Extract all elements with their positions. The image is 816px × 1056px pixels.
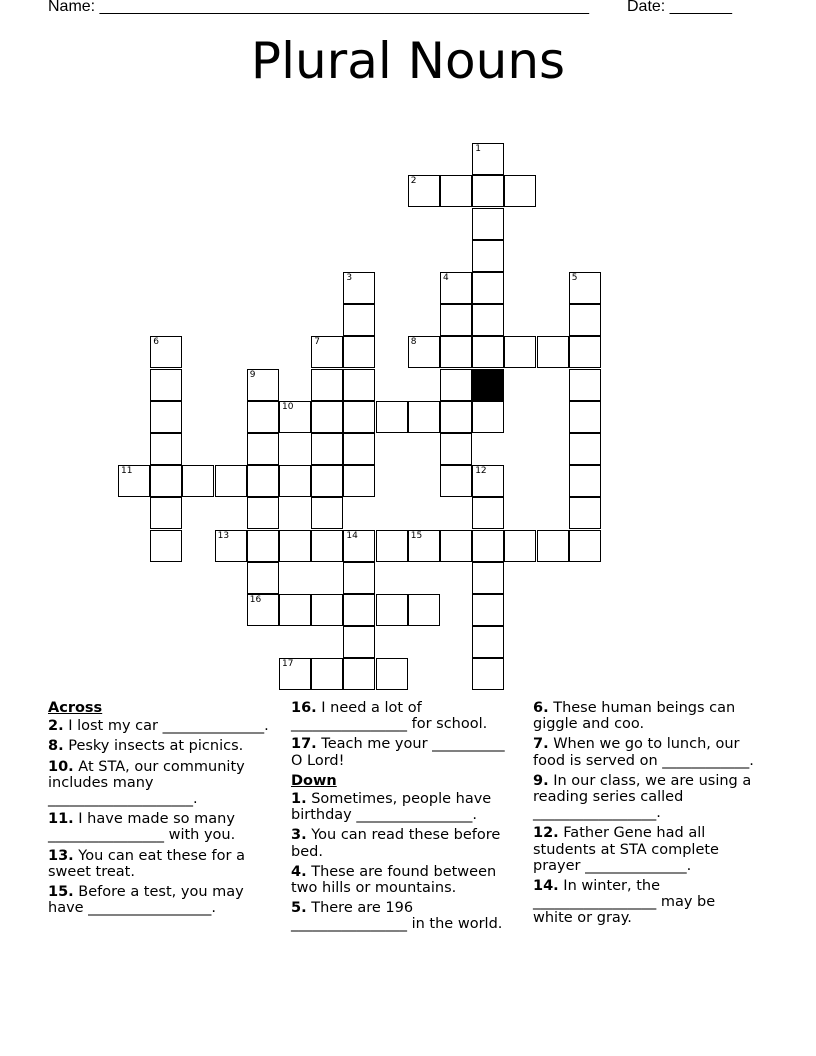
crossword-cell[interactable] xyxy=(118,465,150,497)
clue-number-label: 17. xyxy=(291,736,317,753)
crossword-cell[interactable] xyxy=(408,594,440,626)
clue-number-label: 5. xyxy=(291,900,307,917)
clue-text: I have made so many ________________ with you. xyxy=(48,811,236,844)
clue-number: 9 xyxy=(249,369,256,380)
crossword-cell[interactable] xyxy=(343,304,375,336)
crossword-cell[interactable] xyxy=(150,465,182,497)
crossword-cell[interactable] xyxy=(569,369,601,401)
clue-text: You can read these before bed. xyxy=(291,827,501,860)
crossword-cell[interactable] xyxy=(343,594,375,626)
name-blank[interactable]: _______________________________________________________ xyxy=(99,0,589,15)
crossword-cell[interactable] xyxy=(408,336,440,368)
name-label: Name: xyxy=(48,0,96,15)
clue xyxy=(48,738,274,754)
crossword-cell[interactable] xyxy=(279,658,311,690)
crossword-cell[interactable] xyxy=(440,369,472,401)
crossword-cell[interactable] xyxy=(343,272,375,304)
clue-text: I need a lot of ________________ for school. xyxy=(291,700,488,733)
clue-number-label: 8. xyxy=(48,738,64,755)
clue-number-label: 3. xyxy=(291,827,307,844)
crossword-cell[interactable] xyxy=(440,175,472,207)
clue-text: At STA, our community includes many ____________________. xyxy=(48,758,245,808)
crossword-cell[interactable] xyxy=(343,369,375,401)
crossword-cell[interactable] xyxy=(247,369,279,401)
crossword-cell[interactable] xyxy=(279,401,311,433)
clue-number: 12 xyxy=(475,466,487,477)
crossword-cell[interactable] xyxy=(569,304,601,336)
clue xyxy=(533,773,759,822)
crossword-cell[interactable] xyxy=(311,497,343,529)
crossword-cell[interactable] xyxy=(247,401,279,433)
clue-text: Teach me your __________ O Lord! xyxy=(291,736,505,769)
clue-number: 14 xyxy=(346,530,358,541)
crossword-cell[interactable] xyxy=(472,497,504,529)
clue-number-label: 1. xyxy=(291,791,307,808)
crossword-cell[interactable] xyxy=(150,530,182,562)
crossword-cell[interactable] xyxy=(150,369,182,401)
clue xyxy=(533,825,759,874)
clue-text: You can eat these for a sweet treat. xyxy=(48,847,245,880)
crossword-cell[interactable] xyxy=(311,336,343,368)
clue-number: 8 xyxy=(410,337,417,348)
clue xyxy=(533,700,759,732)
date-blank[interactable]: _______ xyxy=(669,0,732,15)
clue-number-label: 9. xyxy=(533,772,549,789)
across-heading: Across xyxy=(48,700,103,716)
clue-text: Pesky insects at picnics. xyxy=(63,738,244,755)
crossword-cell[interactable] xyxy=(311,530,343,562)
blocked-cell xyxy=(472,369,504,401)
crossword-cell[interactable] xyxy=(311,401,343,433)
crossword-cell[interactable] xyxy=(472,530,504,562)
clue-number: 3 xyxy=(346,273,353,283)
clue xyxy=(48,884,274,916)
crossword-cell[interactable] xyxy=(311,369,343,401)
crossword-cell[interactable] xyxy=(472,272,504,304)
crossword-cell[interactable] xyxy=(472,594,504,626)
crossword-cell[interactable] xyxy=(569,401,601,433)
clue-number: 11 xyxy=(121,466,133,477)
crossword-cell[interactable] xyxy=(569,530,601,562)
crossword-cell[interactable] xyxy=(343,562,375,594)
crossword-cell[interactable] xyxy=(150,401,182,433)
crossword-cell[interactable] xyxy=(472,465,504,497)
crossword-cell[interactable] xyxy=(569,336,601,368)
clue xyxy=(48,811,274,843)
clue-number-label: 13. xyxy=(48,847,74,864)
crossword-cell[interactable] xyxy=(440,465,472,497)
clue-number-label: 7. xyxy=(533,736,549,753)
crossword-cell[interactable] xyxy=(537,530,569,562)
crossword-cell[interactable] xyxy=(247,530,279,562)
clue-number: 4 xyxy=(443,273,449,283)
clue xyxy=(291,736,517,768)
crossword-cell[interactable] xyxy=(215,530,247,562)
crossword-cell[interactable] xyxy=(569,497,601,529)
clue-text: In winter, the _________________ may be white or gray. xyxy=(533,878,716,927)
clue-column-2 xyxy=(291,700,517,937)
clue-number: 10 xyxy=(282,401,294,412)
clue xyxy=(533,736,759,768)
crossword-cell[interactable] xyxy=(472,658,504,690)
clue xyxy=(291,900,517,932)
clue-number: 6 xyxy=(153,337,159,348)
crossword-cell[interactable] xyxy=(440,530,472,562)
crossword-cell[interactable] xyxy=(376,658,408,690)
crossword-cell[interactable] xyxy=(440,304,472,336)
crossword-cell[interactable] xyxy=(472,336,504,368)
clue xyxy=(291,791,517,823)
crossword-cell[interactable] xyxy=(247,433,279,465)
crossword-cell[interactable] xyxy=(150,433,182,465)
crossword-cell[interactable] xyxy=(504,530,536,562)
crossword-cell[interactable] xyxy=(150,497,182,529)
clue-text: There are 196 ________________ in the world. xyxy=(291,900,503,933)
crossword-cell[interactable] xyxy=(537,336,569,368)
crossword-cell[interactable] xyxy=(472,626,504,658)
clue-number-label: 6. xyxy=(533,700,549,716)
clue-text: Father Gene had all students at STA complete prayer ______________. xyxy=(533,825,719,874)
crossword-cell[interactable] xyxy=(311,433,343,465)
crossword-cell[interactable] xyxy=(279,530,311,562)
crossword-cell[interactable] xyxy=(569,272,601,304)
clue-number-label: 4. xyxy=(291,863,307,880)
crossword-cell[interactable] xyxy=(376,530,408,562)
crossword-cell[interactable] xyxy=(215,465,247,497)
clue-number-label: 2. xyxy=(48,718,64,735)
crossword-cell[interactable] xyxy=(440,272,472,304)
crossword-cell[interactable] xyxy=(150,336,182,368)
crossword-cell[interactable] xyxy=(311,594,343,626)
clue-text: In our class, we are using a reading series called _________________. xyxy=(533,772,752,822)
crossword-cell[interactable] xyxy=(247,465,279,497)
crossword-cell[interactable] xyxy=(504,175,536,207)
clue xyxy=(48,848,274,880)
crossword-cell[interactable] xyxy=(343,336,375,368)
clue xyxy=(533,878,759,927)
crossword-cell[interactable] xyxy=(504,336,536,368)
crossword-cell[interactable] xyxy=(343,401,375,433)
crossword-cell[interactable] xyxy=(376,401,408,433)
clue-number: 17 xyxy=(282,659,294,670)
crossword-cell[interactable] xyxy=(569,433,601,465)
crossword-cell[interactable] xyxy=(376,594,408,626)
crossword-cell[interactable] xyxy=(247,562,279,594)
down-heading: Down xyxy=(291,772,337,789)
crossword-cell[interactable] xyxy=(247,497,279,529)
clue xyxy=(48,759,274,808)
clue xyxy=(48,718,274,734)
clue-text: These are found between two hills or mountains. xyxy=(291,863,497,897)
crossword-cell[interactable] xyxy=(343,626,375,658)
clue-number: 1 xyxy=(475,144,481,155)
crossword-cell[interactable] xyxy=(440,401,472,433)
clue-text: Sometimes, people have birthday ________________. xyxy=(291,791,492,824)
clue-text: I lost my car ______________. xyxy=(63,718,269,735)
clue-text: Before a test, you may have _________________. xyxy=(48,884,244,917)
clue xyxy=(291,864,517,896)
crossword-cell[interactable] xyxy=(472,208,504,240)
clue xyxy=(291,827,517,859)
crossword-cell[interactable] xyxy=(408,401,440,433)
crossword-cell[interactable] xyxy=(343,530,375,562)
clue-number-label: 12. xyxy=(533,825,559,842)
clue-number: 13 xyxy=(217,530,230,541)
clue-number: 16 xyxy=(249,595,262,605)
clue-number: 15 xyxy=(410,530,423,541)
crossword-cell[interactable] xyxy=(247,594,279,626)
crossword-cell[interactable] xyxy=(472,175,504,207)
crossword-cell[interactable] xyxy=(472,240,504,272)
crossword-cell[interactable] xyxy=(408,175,440,207)
crossword-cell[interactable] xyxy=(440,433,472,465)
crossword-cell[interactable] xyxy=(311,465,343,497)
clue-number: 5 xyxy=(571,273,578,283)
clue-number-label: 10. xyxy=(48,758,74,775)
crossword-cell[interactable] xyxy=(182,465,214,497)
clue-text: When we go to lunch, our food is served on ____________. xyxy=(533,736,754,769)
crossword-cell[interactable] xyxy=(279,594,311,626)
page-title: Plural Nouns xyxy=(250,32,566,90)
crossword-cell[interactable] xyxy=(440,336,472,368)
crossword-cell[interactable] xyxy=(472,143,504,175)
crossword-cell[interactable] xyxy=(472,401,504,433)
clue-number-label: 14. xyxy=(533,878,559,895)
crossword-cell[interactable] xyxy=(343,433,375,465)
crossword-cell[interactable] xyxy=(343,658,375,690)
clue-text: These human beings can giggle and coo. xyxy=(533,700,736,733)
clue-number-label: 11. xyxy=(48,811,74,828)
clue-number: 2 xyxy=(410,176,417,187)
crossword-cell[interactable] xyxy=(311,658,343,690)
crossword-cell[interactable] xyxy=(343,465,375,497)
clue-number-label: 16. xyxy=(291,700,317,716)
crossword-cell[interactable] xyxy=(472,304,504,336)
crossword-cell[interactable] xyxy=(408,530,440,562)
clue-column-1 xyxy=(48,700,274,920)
clue-column-3 xyxy=(533,700,759,931)
clue-number-label: 15. xyxy=(48,884,74,901)
date-label: Date: xyxy=(627,0,666,15)
clue xyxy=(291,700,517,732)
crossword-cell[interactable] xyxy=(472,562,504,594)
crossword-cell[interactable] xyxy=(569,465,601,497)
clue-number: 7 xyxy=(314,337,320,348)
crossword-cell[interactable] xyxy=(279,465,311,497)
